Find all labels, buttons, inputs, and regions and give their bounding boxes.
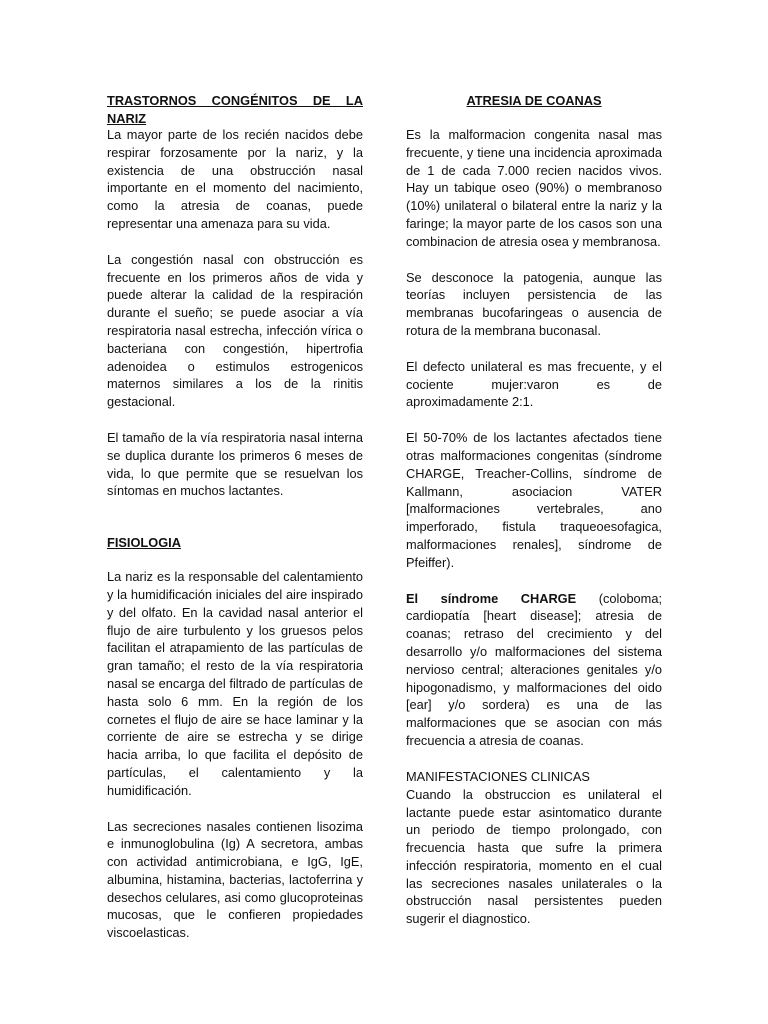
paragraph: Cuando la obstruccion es unilateral el lactante puede estar asintomatico durante un periodo de tiempo prolongado, con frecuencia hasta que sufre la primera infección respiratoria, momento en el cual las secreciones nasales unilaterales o la obstrucción nasal persistentes pueden sugerir el diagnostico. — [406, 786, 662, 927]
paragraph: Se desconoce la patogenia, aunque las teorías incluyen persistencia de las membranas bucofaringeas o ausencia de rotura de la membrana buconasal. — [406, 269, 662, 338]
section-title-atresia: ATRESIA DE COANAS — [466, 93, 602, 108]
paragraph: El 50-70% de los lactantes afectados tiene otras malformaciones congenitas (síndrome CHARGE, Treacher-Collins, síndrome de Kallmann, asociacion VATER [malformaciones vertebrales, ano imperforado, fistula traqueoesofagica, malformaciones renales], síndrome de Pfeiffer). — [406, 430, 662, 570]
section-title-manifestaciones: MANIFESTACIONES CLINICAS — [406, 768, 590, 784]
charge-term: El síndrome CHARGE — [406, 590, 577, 606]
section-title-trastornos: TRASTORNOS CONGÉNITOS DE LA NARIZ — [107, 93, 363, 126]
paragraph: La mayor parte de los recién nacidos debe respirar forzosamente por la nariz, y la existencia de una obstrucción nasal importante en el momento del nacimiento, como la atresia de coanas, puede representar una amenaza para su vida. — [107, 127, 363, 231]
left-column — [107, 92, 363, 942]
paragraph: El tamaño de la vía respiratoria nasal interna se duplica durante los primeros 6 meses de vida, lo que permite que se resuelvan los síntomas en muchos lactantes. — [107, 429, 363, 499]
paragraph: El defecto unilateral es mas frecuente, y el cociente mujer:varon es de aproximadamente 2:1. — [406, 358, 662, 410]
paragraph-charge — [406, 590, 662, 750]
paragraph: Es la malformacion congenita nasal mas frecuente, y tiene una incidencia aproximada de 1 de cada 7.000 recien nacidos vivos. Hay un tabique oseo (90%) o membranoso (10%) unilateral o bilateral entre la nariz y la faringe; la mayor parte de los casos son una combinacion de atresia osea y membranosa. — [406, 127, 662, 249]
paragraph: La nariz es la responsable del calentamiento y la humidificación iniciales del aire inspirado y del olfato. En la cavidad nasal anterior el flujo de aire turbulento y los gruesos pelos facilitan el atrapamiento de las partículas de gran tamaño; el resto de la vía respiratoria nasal se encarga del filtrado de partículas de hasta solo 6 mm. En la región de los cornetes el flujo de aire se hace laminar y la corriente de aire se estrecha y se dirige hacia arriba, lo que facilita el depósito de partículas, el calentamiento y la humidificación. — [107, 569, 363, 798]
charge-description: (coloboma; cardiopatía [heart disease]; atresia de coanas; retraso del crecimiento y del desarrollo y/o malformaciones del sistema nervioso central; alteraciones genitales y/o hipogonadismo, y malformaciones del oido [ear] y/o sordera) es una de las malformaciones que se asocian con más frecuencia a atresia de coanas. — [406, 590, 663, 748]
right-column — [406, 92, 662, 928]
paragraph: La congestión nasal con obstrucción es frecuente en los primeros años de vida y puede alterar la calidad de la respiración durante el sueño; se puede asociar a vía respiratoria nasal estrecha, infección vírica o bacteriana con congestión, hipertrofia adenoidea o estimulos estrogenicos maternos similares a los de la rinitis gestacional. — [107, 251, 363, 410]
section-title-fisiologia: FISIOLOGIA — [107, 535, 181, 551]
paragraph: Las secreciones nasales contienen lisozima e inmunoglobulina (Ig) A secretora, ambas con actividad antimicrobiana, e IgG, IgE, albumina, histamina, bacterias, lactoferrina y desechos celulares, asi como glucoproteinas mucosas, que le confieren propiedades viscoelasticas. — [107, 818, 363, 941]
